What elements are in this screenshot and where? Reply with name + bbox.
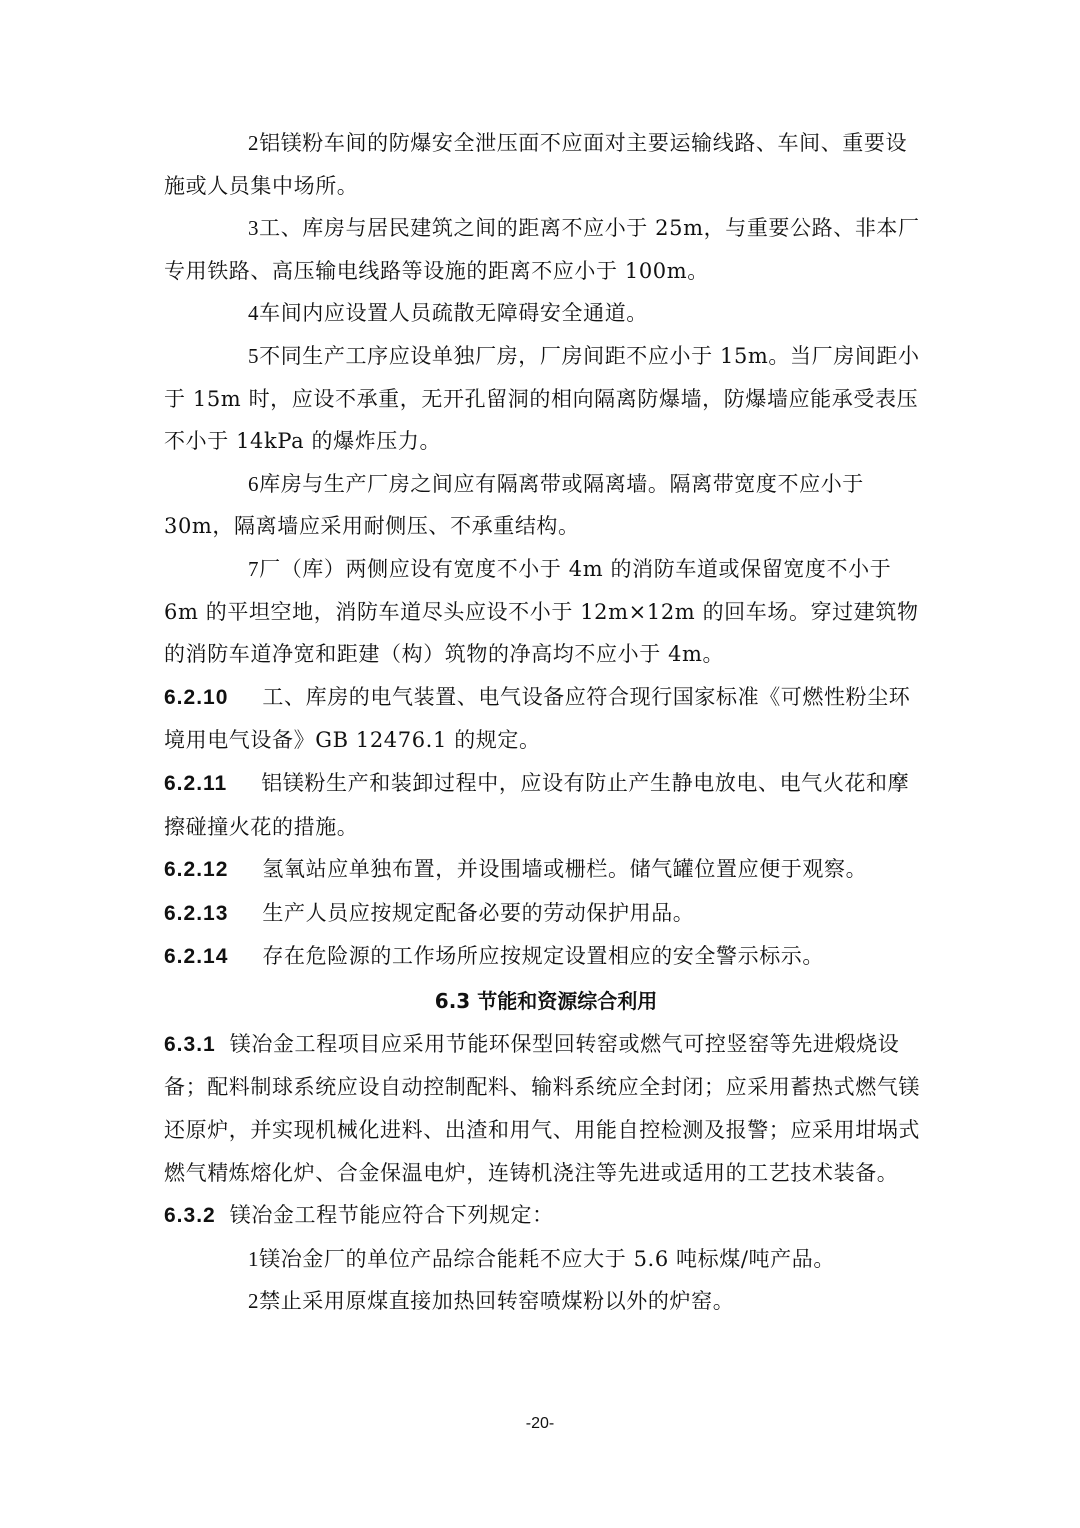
clause-number: 6.2.14: [164, 945, 229, 969]
clause-number: 6.3.1: [164, 1032, 216, 1056]
item-number: 5: [248, 343, 260, 368]
item-number: 7: [248, 556, 260, 581]
clause-text: 氢氧站应单独布置，并设围墙或栅栏。储气罐位置应便于观察。: [262, 857, 868, 882]
list-item: [164, 1280, 928, 1323]
clause-paragraph: [164, 676, 928, 762]
clause-number: 6.2.11: [164, 771, 228, 795]
clause-paragraph: [164, 935, 928, 979]
item-text: 铝镁粉车间的防爆安全泄压面不应面对主要运输线路、车间、重要设施或人员集中场所。: [164, 131, 908, 198]
list-item: [164, 463, 928, 548]
item-number: 3: [248, 216, 260, 241]
list-item: [164, 292, 928, 335]
item-text: 禁止采用原煤直接加热回转窑喷煤粉以外的炉窑。: [259, 1289, 735, 1314]
item-text: 不同生产工序应设单独厂房，厂房间距不应小于 15m。当厂房间距小于 15m 时，应设不承重，无开孔留洞的相向隔离防爆墙，防爆墙应能承受表压不小于 14kPa 的爆炸压力。: [164, 343, 920, 454]
item-text: 车间内应设置人员疏散无障碍安全通道。: [259, 301, 648, 326]
clause-paragraph: [164, 1194, 928, 1238]
item-number: 1: [248, 1246, 260, 1271]
page-number: -20-: [525, 1415, 555, 1432]
clause-paragraph: [164, 848, 928, 892]
clause-number: 6.2.12: [164, 858, 229, 882]
clause-paragraph: [164, 762, 928, 848]
clause-text: 工、库房的电气装置、电气设备应符合现行国家标准《可燃性粉尘环境用电气设备》GB 12476.1 的规定。: [164, 684, 911, 753]
item-text: 镁冶金厂的单位产品综合能耗不应大于 5.6 吨标煤/吨产品。: [259, 1246, 835, 1271]
clause-text: 存在危险源的工作场所应按规定设置相应的安全警示标示。: [262, 944, 824, 969]
clause-number: 6.2.10: [164, 685, 229, 709]
item-text: 库房与生产厂房之间应有隔离带或隔离墙。隔离带宽度不应小于 30m，隔离墙应采用耐侧压、不承重结构。: [164, 471, 864, 539]
list-item: [164, 335, 928, 463]
section-heading: 6.3 节能和资源综合利用: [434, 988, 658, 1013]
document-body: [164, 122, 928, 1323]
item-number: 2: [248, 1289, 260, 1314]
item-text: 厂（库）两侧应设有宽度不小于 4m 的消防车道或保留宽度不小于 6m 的平坦空地，消防车道尽头应设不小于 12m×12m 的回车场。穿过建筑物的消防车道净宽和距建（构）筑物的净高均不应小于 4m。: [164, 556, 919, 667]
clause-text: 铝镁粉生产和装卸过程中，应设有防止产生静电放电、电气火花和摩擦碰撞火花的措施。: [164, 770, 910, 839]
item-text: 工、库房与居民建筑之间的距离不应小于 25m，与重要公路、非本厂专用铁路、高压输电线路等设施的距离不应小于 100m。: [164, 216, 920, 283]
clause-number: 6.2.13: [164, 901, 229, 925]
clause-paragraph: [164, 1023, 928, 1194]
list-item: [164, 1238, 928, 1281]
item-number: 4: [248, 301, 260, 326]
clause-number: 6.3.2: [164, 1204, 216, 1228]
clause-text: 镁冶金工程节能应符合下列规定：: [229, 1203, 554, 1228]
clause-text: 生产人员应按规定配备必要的劳动保护用品。: [262, 900, 695, 925]
clause-text: 镁冶金工程项目应采用节能环保型回转窑或燃气可控竖窑等先进煅烧设备；配料制球系统应设自动控制配料、输料系统应全封闭；应采用蓄热式燃气镁还原炉，并实现机械化进料、出渣和用气、用能自控检测及报警；应采用坩埚式燃气精炼熔化炉、合金保温电炉，连铸机浇注等先进或适用的工艺技术装备。: [164, 1031, 920, 1185]
list-item: [164, 122, 928, 207]
list-item: [164, 548, 928, 676]
item-number: 2: [248, 131, 260, 155]
item-number: 6: [248, 471, 260, 496]
clause-paragraph: [164, 892, 928, 936]
list-item: [164, 207, 928, 292]
